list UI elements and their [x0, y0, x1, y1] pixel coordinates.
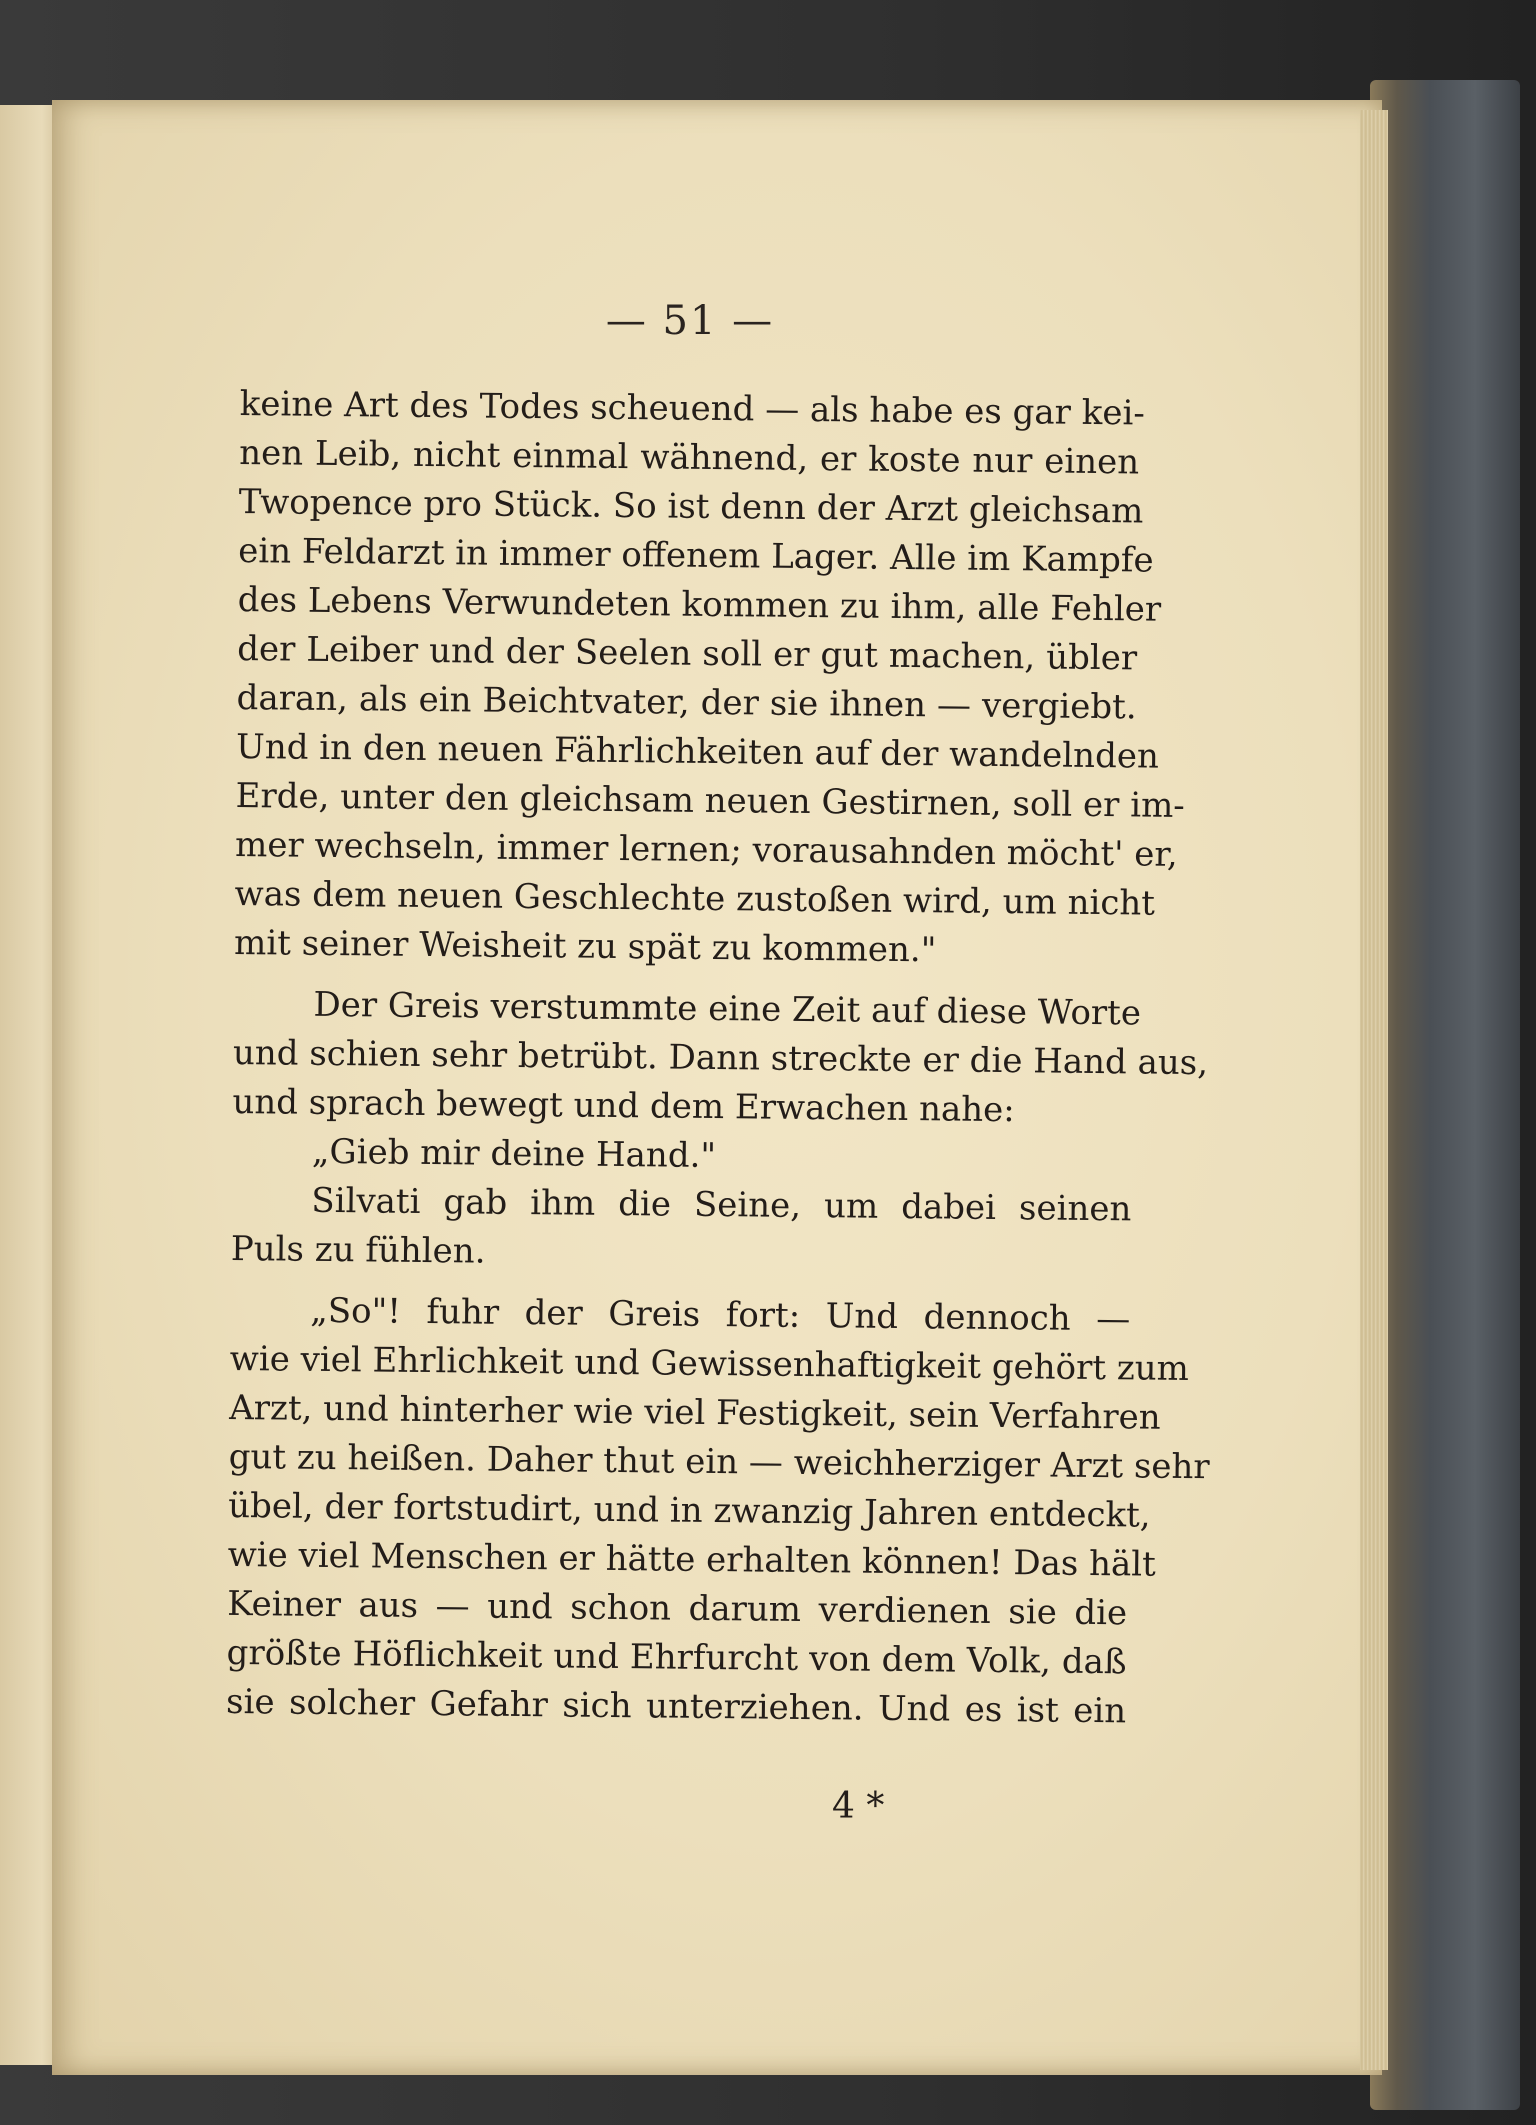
- text-line: sie solcher Gefahr sich unterziehen. Und es ist ein: [225, 1681, 1127, 1732]
- text-line: was dem neuen Geschlechte zustoßen wird, um nicht: [234, 873, 1156, 924]
- text-line: Silvati gab ihm die Seine, um dabei seinen: [311, 1180, 1132, 1230]
- text-line: nen Leib, nicht einmal wähnend, er koste nur einen: [239, 432, 1140, 483]
- text-line: Keiner aus — und schon darum verdienen sie die: [226, 1583, 1128, 1634]
- text-line: und sprach bewegt und dem Erwachen nahe:: [232, 1081, 1015, 1131]
- text-line: daran, als ein Beichtvater, der sie ihnen — vergiebt.: [236, 677, 1137, 728]
- body-text: [225, 380, 1210, 1736]
- text-line: der Leiber und der Seelen soll er gut machen, übler: [236, 628, 1138, 679]
- text-line: „So"! fuhr der Greis fort: Und dennoch —: [310, 1290, 1131, 1340]
- text-line: Der Greis verstummte eine Zeit auf diese Worte: [313, 984, 1142, 1034]
- text-line: keine Art des Todes scheuend — als habe es gar kei-: [239, 383, 1146, 434]
- text-line: Puls zu fühlen.: [230, 1228, 486, 1272]
- paragraph: [225, 1286, 1210, 1736]
- paragraph: [232, 980, 1209, 1136]
- signature-mark: 4 *: [832, 1786, 885, 1827]
- text-line: mit seiner Weisheit zu spät zu kommen.": [233, 922, 937, 971]
- page-header-number: — 51 —: [605, 298, 775, 344]
- text-line: Arzt, und hinterher wie viel Festigkeit, sein Verfahren: [229, 1387, 1161, 1438]
- text-line: größte Höflichkeit und Ehrfurcht von dem Volk, daß: [226, 1632, 1127, 1683]
- text-line: übel, der fortstudirt, und in zwanzig Jahren entdeckt,: [227, 1485, 1151, 1536]
- text-line: „Gieb mir deine Hand.": [311, 1131, 717, 1177]
- text-line: mer wechseln, immer lernen; vorausahnden möcht' er,: [234, 824, 1178, 875]
- text-line: wie viel Menschen er hätte erhalten können! Das hält: [227, 1534, 1157, 1585]
- text-line: gut zu heißen. Daher thut ein — weichherziger Arzt sehr: [228, 1436, 1210, 1488]
- text-line: ein Feldarzt in immer offenem Lager. Alle im Kampfe: [237, 530, 1154, 581]
- paragraph: [233, 380, 1186, 977]
- text-line: wie viel Ehrlichkeit und Gewissenhaftigkeit gehört zum: [229, 1338, 1190, 1389]
- text-line: des Lebens Verwundeten kommen zu ihm, alle Fehler: [237, 579, 1162, 630]
- text-line: Und in den neuen Fährlichkeiten auf der wandelnden: [235, 726, 1160, 777]
- book-cover-edge: [1370, 80, 1520, 2110]
- page-block-edge: [1360, 110, 1388, 2070]
- text-line: Twopence pro Stück. So ist denn der Arzt gleichsam: [238, 481, 1144, 532]
- text-line: und schien sehr betrübt. Dann streckte er die Hand aus,: [232, 1032, 1209, 1084]
- text-line: Erde, unter den gleichsam neuen Gestirnen, soll er im-: [235, 775, 1186, 826]
- paragraph: [231, 1176, 1132, 1283]
